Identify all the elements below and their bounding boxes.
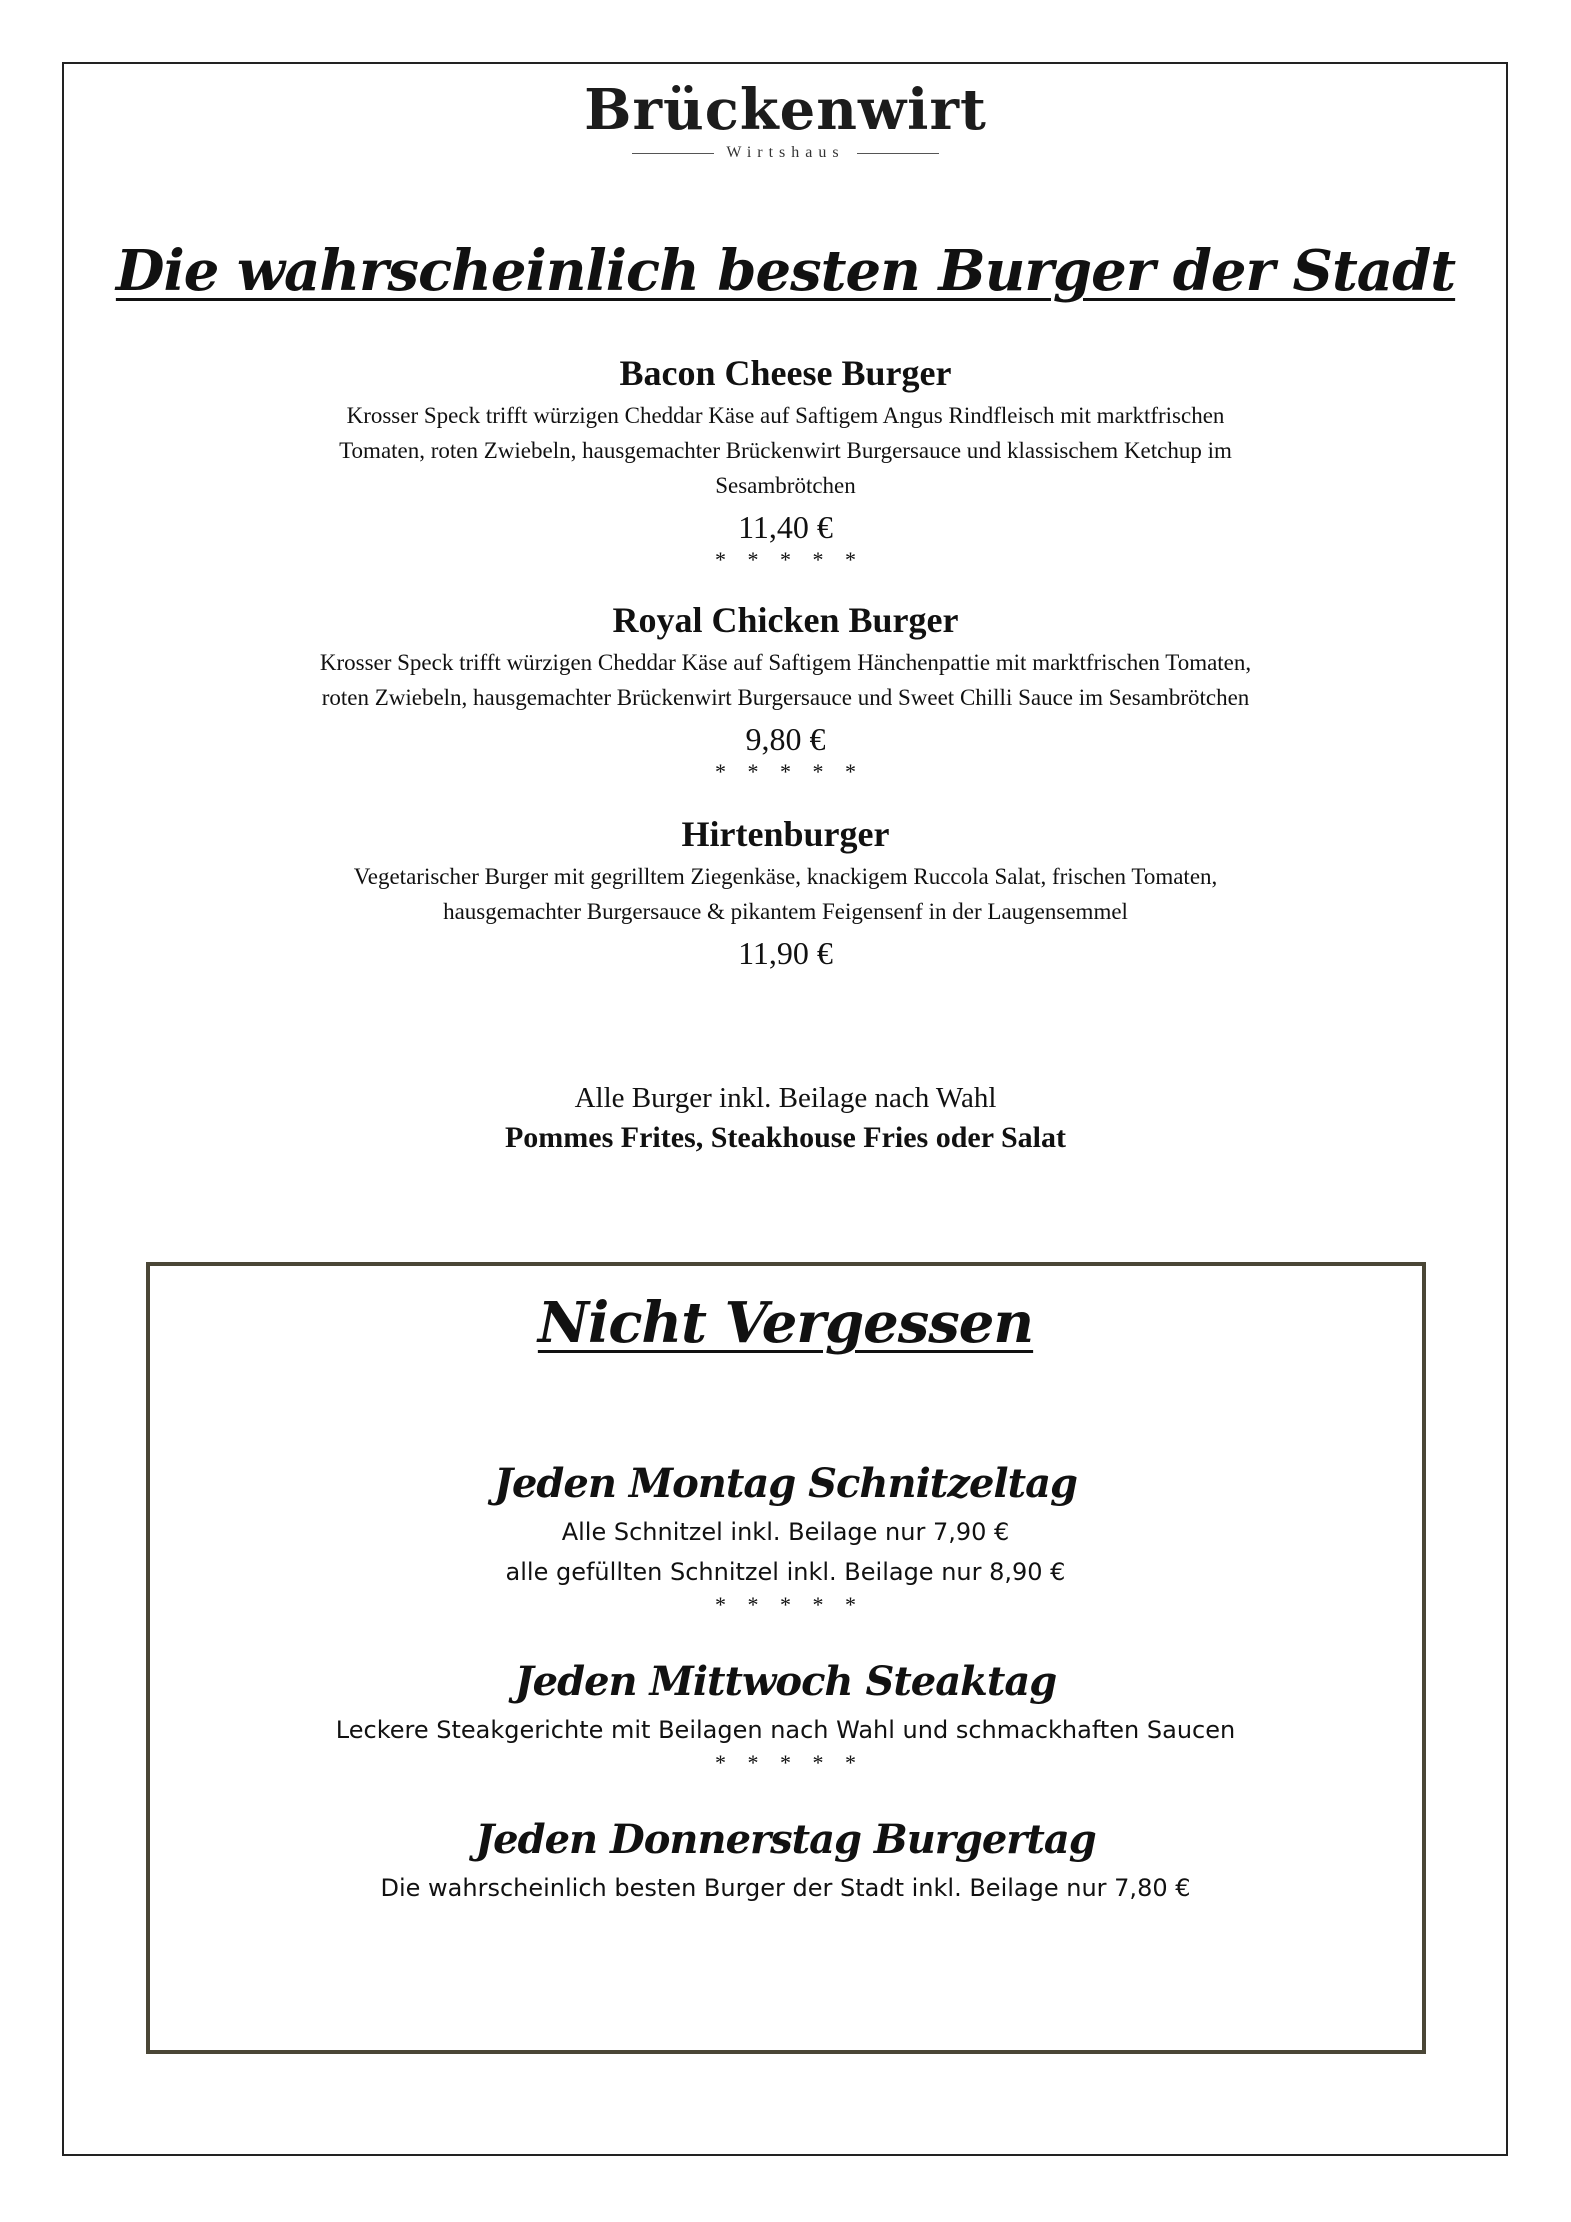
- logo-subtitle: Wirtshaus: [726, 144, 845, 161]
- description-line: Sesambrötchen: [715, 472, 856, 498]
- menu-item-name: Bacon Cheese Burger: [619, 353, 952, 393]
- special-line: Alle Schnitzel inkl. Beilage nur 7,90 €: [561, 1518, 1010, 1546]
- description-line: roten Zwiebeln, hausgemachter Brückenwirt Burgersauce und Sweet Chilli Sauce im Sesambrötchen: [321, 684, 1250, 710]
- menu-item-royal-chicken-burger: [0, 601, 1571, 785]
- menu-item-price: 11,90 €: [738, 934, 833, 971]
- special-title: Jeden Montag Schnitzeltag: [494, 1460, 1077, 1507]
- separator-stars: * * * * *: [715, 1592, 864, 1617]
- logo-divider-left: [632, 153, 714, 154]
- side-dish-options: Pommes Frites, Steakhouse Fries oder Salat: [504, 1121, 1067, 1154]
- description-line: hausgemachter Burgersauce & pikantem Feigensenf in der Laugensemmel: [443, 898, 1128, 924]
- side-dish-note-text: Alle Burger inkl. Beilage nach Wahl: [574, 1082, 997, 1114]
- side-dish-note: [0, 1078, 1571, 1158]
- page-title: Die wahrscheinlich besten Burger der Stadt: [115, 238, 1456, 304]
- special-thursday: [0, 1818, 1571, 1908]
- description-line: Krosser Speck trifft würzigen Cheddar Käse auf Saftigem Angus Rindfleisch mit marktfrischen: [346, 402, 1225, 428]
- special-title: Jeden Mittwoch Steaktag: [514, 1658, 1057, 1705]
- menu-item-description: [206, 398, 1366, 503]
- menu-item-price: 11,40 €: [738, 508, 833, 545]
- special-title: Jeden Donnerstag Burgertag: [475, 1816, 1096, 1863]
- separator-stars: * * * * *: [715, 758, 864, 784]
- special-line: Die wahrscheinlich besten Burger der Stadt inkl. Beilage nur 7,80 €: [380, 1874, 1191, 1902]
- menu-item-description: [206, 645, 1366, 715]
- menu-item-price: 9,80 €: [745, 720, 826, 757]
- special-wednesday: [0, 1660, 1571, 1776]
- description-line: Krosser Speck trifft würzigen Cheddar Käse auf Saftigem Hänchenpattie mit marktfrischen Tomaten,: [319, 649, 1252, 675]
- special-monday: [0, 1462, 1571, 1618]
- logo-sub-row: [0, 144, 1571, 162]
- menu-item-name: Royal Chicken Burger: [612, 600, 959, 640]
- special-line: alle gefüllten Schnitzel inkl. Beilage nur 8,90 €: [505, 1558, 1066, 1586]
- menu-item-hirtenburger: [0, 815, 1571, 973]
- weekly-specials-title: Nicht Vergessen: [537, 1290, 1034, 1356]
- separator-stars: * * * * *: [715, 1750, 864, 1775]
- menu-item-name: Hirtenburger: [681, 814, 890, 854]
- menu-item-bacon-cheese-burger: [0, 354, 1571, 573]
- menu-item-description: [206, 859, 1366, 929]
- description-line: Vegetarischer Burger mit gegrilltem Ziegenkäse, knackigem Ruccola Salat, frischen Tomaten,: [353, 863, 1218, 889]
- logo-divider-right: [857, 153, 939, 154]
- logo: [0, 77, 1571, 162]
- separator-stars: * * * * *: [715, 546, 864, 572]
- special-line: Leckere Steakgerichte mit Beilagen nach Wahl und schmackhaften Saucen: [335, 1716, 1236, 1744]
- logo-name: Brückenwirt: [584, 77, 987, 143]
- description-line: Tomaten, roten Zwiebeln, hausgemachter Brückenwirt Burgersauce und klassischem Ketchup im: [339, 437, 1232, 463]
